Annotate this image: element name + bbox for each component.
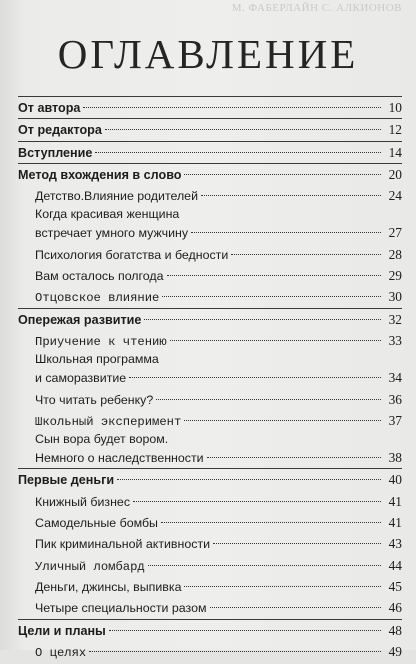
toc-subentry [18,286,402,307]
dot-leader [89,651,381,652]
dot-leader [167,275,381,276]
toc-section-entry [18,119,402,140]
toc-entry-title: Вам осталось полгода [35,269,164,284]
page-number: 43 [388,536,402,552]
toc-entry-title: Психология богатства и бедности [35,247,229,262]
toc-entry-title: Школьный эксперимент [35,414,182,429]
dot-leader [210,607,382,608]
page-number: 36 [388,391,402,407]
toc-entry-title: Самодельные бомбы [35,516,158,531]
dot-leader [184,174,381,175]
toc-subentry [18,206,402,243]
toc-subentry [18,389,402,410]
toc-entry-title: От автора [18,101,81,115]
dot-leader [213,543,381,544]
dot-leader [170,340,381,341]
page-number: 38 [388,450,402,466]
page-number: 33 [388,332,402,348]
toc-section-entry [18,469,402,490]
dot-leader [156,399,381,400]
dot-leader [231,254,381,255]
toc-entry-title-line1: Когда красивая женщина [35,207,180,222]
toc-entry-title: Детство.Влияние родителей [35,189,198,204]
page-number: 48 [388,622,402,638]
toc-entry-title: Что читать ребенку? [35,392,154,407]
toc-entry-title: Деньги, джинсы, выпивка [35,579,182,594]
dot-leader [133,501,381,502]
dot-leader [161,522,381,523]
toc-entry-title: Немного о наследственности [35,451,204,466]
dot-leader [109,630,381,631]
page-number: 45 [388,578,402,594]
page-number: 30 [388,289,402,305]
toc-entry-title-line1: Школьная программа [35,352,159,367]
toc-entry-title: встречает умного мужчину [35,226,189,241]
page-number: 41 [388,493,402,509]
toc-entry-title: Вступление [18,145,93,160]
toc-section-entry [18,97,402,118]
toc-subentry [18,185,402,206]
dot-leader [184,420,381,421]
toc-subentry [18,641,402,662]
page-number: 24 [388,188,402,204]
page-number: 46 [388,600,402,616]
toc-subentry [18,533,402,554]
toc-entry-title: Метод вхождения в слово [18,167,182,182]
page-number: 41 [388,515,402,531]
toc-entry-title: От редактора [18,123,102,138]
dot-leader [148,565,381,566]
page-number: 44 [388,557,402,573]
page-number: 29 [388,268,402,284]
dot-leader [162,296,381,297]
toc-entry-title-line1: Сын вора будет вором. [35,432,169,447]
page-number: 20 [388,166,402,182]
dot-leader [144,319,381,320]
dot-leader [83,107,381,108]
page-number: 40 [388,472,402,488]
page-number: 32 [388,311,402,327]
toc-entry-title: Опережая развитие [18,312,142,327]
toc-entry-title: Книжный бизнес [35,494,131,509]
page-number: 34 [388,370,402,386]
toc-subentry [18,351,402,388]
dot-leader [129,377,381,378]
toc-subentry [18,491,402,512]
page-number: 10 [388,100,402,115]
page-number: 28 [388,246,402,262]
toc-entry-title: и саморазвитие [35,371,127,386]
dot-leader [207,457,381,458]
page-number: 12 [388,122,402,138]
page-number: 14 [388,144,402,160]
toc-subentry [18,244,402,265]
toc-entry-title: Уличный ломбард [35,559,145,574]
page-title: ОГЛАВЛЕНИЕ [57,31,359,77]
toc-entry-title: Первые деньги [18,473,115,488]
toc-subentry [18,431,402,468]
toc-entry-title: Отцовское влияние [35,291,160,306]
toc-subentry [18,330,402,351]
toc-subentry [18,512,402,533]
table-of-contents [18,96,402,662]
toc-section-entry [18,309,402,330]
dot-leader [184,586,381,587]
page-number: 27 [388,225,402,241]
toc-section-entry [18,164,402,185]
toc-subentry [18,410,402,431]
dot-leader [117,479,381,480]
page-number: 49 [388,643,402,659]
dot-leader [95,152,381,153]
toc-subentry [18,555,402,576]
toc-entry-title: Четыре специальности разом [35,601,207,616]
toc-subentry [18,265,402,286]
toc-section-entry [18,142,402,163]
toc-section-entry [18,620,402,641]
bleed-through-running-head: М. ФАБЕРЛАЙН С. АЛКИОНОВ [231,2,402,14]
dot-leader [105,129,381,130]
toc-entry-title: О целях [35,645,87,660]
toc-entry-title: Пик криминальной активности [35,537,211,552]
dot-leader [201,195,381,196]
toc-entry-title: Приучение к чтению [35,334,167,349]
toc-entry-title: Цели и планы [18,623,106,638]
page-number: 37 [388,412,402,428]
toc-subentry [18,576,402,597]
dot-leader [191,232,381,233]
toc-subentry [18,597,402,618]
